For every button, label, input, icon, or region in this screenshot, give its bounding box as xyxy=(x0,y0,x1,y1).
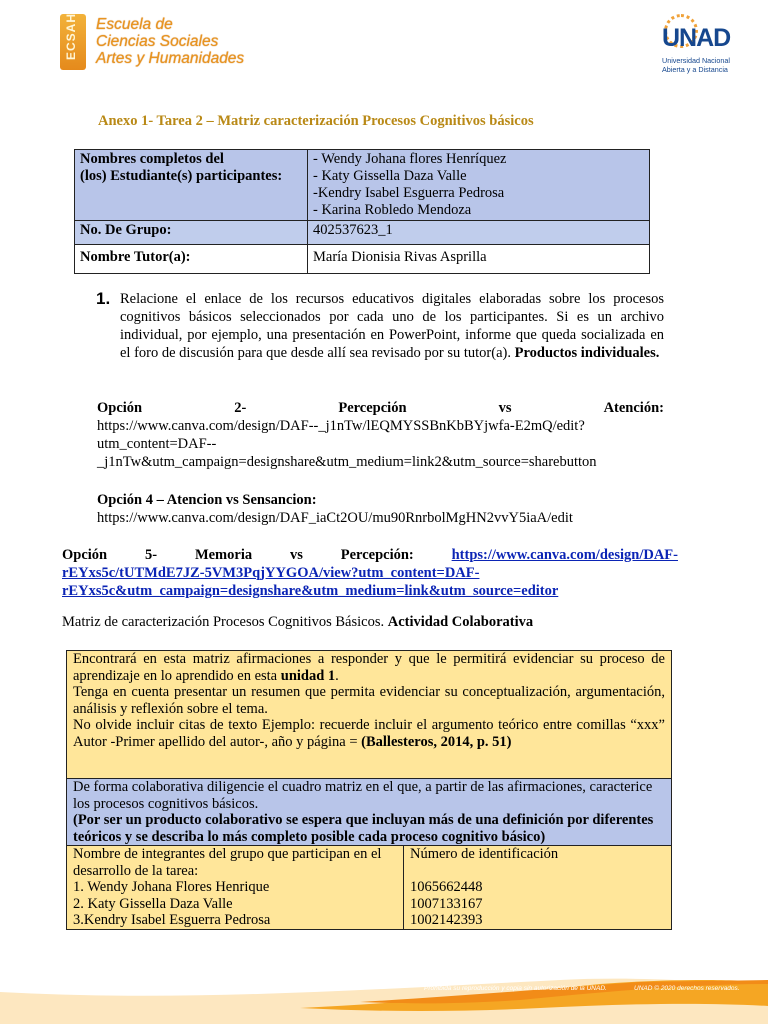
student-name: - Katy Gissella Daza Valle xyxy=(313,168,467,184)
option-5 xyxy=(62,546,678,600)
school-line: Escuela de xyxy=(96,16,173,33)
collab-cell: De forma colaborativa diligencie el cuadro matriz en el que, a partir de las afirmaciones, caracterice los procesos cognitivos básicos. (Por ser un producto colaborativo se espera que incluyan más de una definición por diferentes teóricos y se describa lo más completo posible cada proceso cognitivo básico) xyxy=(67,779,672,846)
list-number: 1. xyxy=(96,289,111,308)
option-2-url[interactable]: https://www.canva.com/design/DAF--_j1nTw/lEQMYSSBnKbBYjwfa-E2mQ/edit? utm_content=DAF-- _j1nTw&utm_campaign=designshare&utm_medium=link2&utm_source=sharebutton xyxy=(97,418,597,470)
option-5-link[interactable]: rEYxs5c/tUTMdE7JZ-5VM3PqjYYGOA/view?utm_content=DAF- xyxy=(62,565,480,581)
table-row xyxy=(75,221,650,245)
unad-logo xyxy=(660,14,750,80)
table-row xyxy=(67,651,672,779)
members-cell: Nombre de integrantes del grupo que participan en el desarrollo de la tarea: 1. Wendy Johana Flores Henrique 2. Katy Gissella Daza Valle 3.Kendry Isabel Esguerra Pedrosa xyxy=(67,846,404,930)
document-title: Anexo 1- Tarea 2 – Matriz caracterización Procesos Cognitivos básicos xyxy=(98,113,534,129)
footer-wave xyxy=(0,962,768,1024)
table-row xyxy=(67,846,672,930)
school-logo xyxy=(60,14,290,76)
member-id: 1002142393 xyxy=(410,912,483,928)
table-row xyxy=(67,779,672,846)
matrix-intro: Matriz de caracterización Procesos Cognitivos Básicos. Actividad Colaborativa xyxy=(62,614,534,630)
instructions-cell: Encontrará en esta matriz afirmaciones a responder y que le permitirá evidenciar su proceso de aprendizaje en lo aprendido en esta unidad 1. Tenga en cuenta presentar un resumen que permita evidenciar su conceptualización, argumentación, análisis y reflexión sobre el tema. No olvide incluir citas de texto Ejemplo: recuerde incluir el argumento teórico entre comillas “xxx” Autor -Primer apellido del autor-, año y página = (Ballesteros, 2014, p. 51) xyxy=(67,651,672,779)
member-name: 2. Katy Gissella Daza Valle xyxy=(73,895,233,912)
tutor-label: Nombre Tutor(a): xyxy=(75,245,308,274)
matrix-table xyxy=(66,650,672,930)
unad-word: UNAD xyxy=(662,24,731,52)
group-value: 402537623_1 xyxy=(308,221,650,245)
ecsah-text: ECSAH xyxy=(64,12,78,60)
school-name xyxy=(96,16,244,67)
option-4-url[interactable]: https://www.canva.com/design/DAF_iaCt2OU/mu90RnrbolMgHN2vvY5iaA/edit xyxy=(97,510,573,526)
unad-subtitle: Universidad Nacional Abierta y a Distancia xyxy=(662,56,730,74)
footer-notice: Prohibida su reproducción y copia sin autorización de la UNAD. xyxy=(424,985,607,992)
student-name: - Wendy Johana flores Henríquez xyxy=(313,151,507,167)
option-4-heading: Opción 4 – Atencion vs Sensancion: xyxy=(97,492,317,508)
table-row xyxy=(75,150,650,221)
student-info-table xyxy=(74,149,650,274)
instruction-bold: Productos individuales. xyxy=(514,345,660,361)
names-value xyxy=(308,150,650,221)
member-name: 1. Wendy Johana Flores Henrique xyxy=(73,879,270,895)
page-footer xyxy=(0,962,768,1024)
group-label: No. De Grupo: xyxy=(75,221,308,245)
instruction-text: Relacione el enlace de los recursos educativos digitales elaboradas sobre los procesos cognitivos básicos seleccionados por cada uno de los participantes. Si es un archivo individual, por ejemplo, una presentación en PowerPoint, informe que queda socializada en el foro de discusión para que desde allí sea revisado por su tutor(a). xyxy=(120,291,664,361)
student-name: - Karina Robledo Mendoza xyxy=(313,202,472,218)
option-2 xyxy=(97,399,664,471)
school-line: Artes y Humanidades xyxy=(96,50,245,67)
member-name: 3.Kendry Isabel Esguerra Pedrosa xyxy=(73,912,271,928)
option-2-heading: Opción 2- Percepción vs Atención: xyxy=(97,400,664,416)
option-5-first-line: Opción 5- Memoria vs Percepción: https://www.canva.com/design/DAF- xyxy=(62,547,678,563)
names-label: Nombres completos del (los) Estudiante(s) participantes: xyxy=(75,150,308,221)
school-line: Ciencias Sociales xyxy=(96,33,219,50)
footer-copyright: UNAD © 2020 derechos reservados. xyxy=(634,985,740,992)
option-4 xyxy=(97,491,664,527)
option-5-link[interactable]: rEYxs5c&utm_campaign=designshare&utm_medium=link&utm_source=editor xyxy=(62,583,559,599)
ids-cell: Número de identificación 1065662448 1007133167 1002142393 xyxy=(404,846,672,930)
table-row xyxy=(75,245,650,274)
instruction-paragraph xyxy=(120,290,664,362)
tutor-value: María Dionisia Rivas Asprilla xyxy=(308,245,650,274)
option-5-link[interactable]: https://www.canva.com/design/DAF- xyxy=(451,547,678,563)
member-id: 1007133167 xyxy=(410,895,483,912)
member-id: 1065662448 xyxy=(410,879,483,895)
student-name: -Kendry Isabel Esguerra Pedrosa xyxy=(313,185,505,201)
